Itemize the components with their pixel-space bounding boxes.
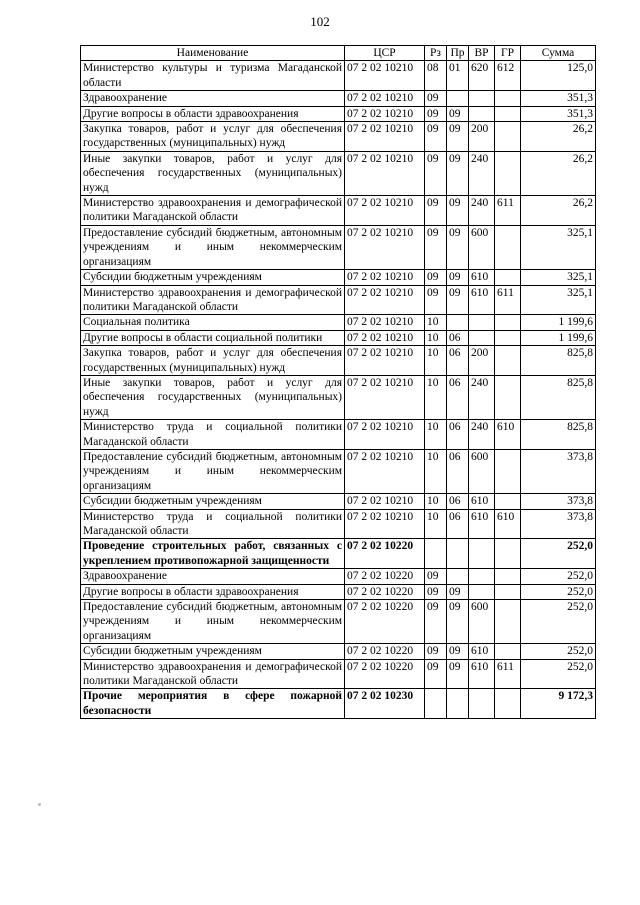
table-cell-gr: 611 [495, 659, 521, 689]
table-cell-pr [447, 315, 469, 330]
table-cell-rz: 09 [425, 225, 447, 269]
table-cell-sum: 373,8 [521, 449, 596, 493]
table-cell-pr: 09 [447, 122, 469, 152]
table-cell-csr: 07 2 02 10210 [345, 270, 425, 285]
table-row [81, 600, 596, 644]
table-cell-vr: 610 [469, 659, 495, 689]
table-cell-rz: 08 [425, 61, 447, 91]
table-cell-rz: 09 [425, 659, 447, 689]
table-cell-gr [495, 91, 521, 106]
table-cell-gr [495, 689, 521, 719]
table-cell-sum: 325,1 [521, 270, 596, 285]
table-cell-gr: 611 [495, 285, 521, 315]
table-row [81, 375, 596, 419]
table-cell-sum: 252,0 [521, 600, 596, 644]
table-cell-csr: 07 2 02 10210 [345, 61, 425, 91]
table-cell-name: Министерство труда и социальной политики Магаданской области [81, 420, 345, 450]
table-cell-sum: 825,8 [521, 375, 596, 419]
table-cell-rz: 09 [425, 196, 447, 226]
table-cell-vr: 600 [469, 600, 495, 644]
table-cell-vr: 610 [469, 285, 495, 315]
table-cell-sum: 325,1 [521, 225, 596, 269]
table-cell-vr [469, 569, 495, 584]
table-row [81, 644, 596, 659]
table-cell-name: Министерство труда и социальной политики Магаданской области [81, 509, 345, 539]
table-cell-name: Закупка товаров, работ и услуг для обеспечения государственных (муниципальных) нужд [81, 122, 345, 152]
table-cell-csr: 07 2 02 10210 [345, 449, 425, 493]
table-cell-sum: 351,3 [521, 106, 596, 121]
table-cell-sum: 252,0 [521, 539, 596, 569]
table-cell-pr: 06 [447, 420, 469, 450]
table-cell-rz: 09 [425, 644, 447, 659]
table-cell-gr [495, 539, 521, 569]
table-cell-rz: 10 [425, 330, 447, 345]
budget-table [80, 45, 596, 719]
table-cell-name: Другие вопросы в области здравоохранения [81, 106, 345, 121]
table-cell-pr: 09 [447, 270, 469, 285]
table-cell-csr: 07 2 02 10230 [345, 689, 425, 719]
table-cell-rz: 09 [425, 569, 447, 584]
table-cell-rz: 10 [425, 315, 447, 330]
table-cell-gr [495, 346, 521, 376]
table-cell-sum: 373,8 [521, 494, 596, 509]
table-cell-csr: 07 2 02 10210 [345, 494, 425, 509]
table-row [81, 196, 596, 226]
table-cell-sum: 325,1 [521, 285, 596, 315]
table-cell-vr: 200 [469, 346, 495, 376]
table-cell-rz: 10 [425, 509, 447, 539]
table-cell-rz: 10 [425, 375, 447, 419]
table-cell-vr: 240 [469, 420, 495, 450]
table-cell-gr [495, 225, 521, 269]
table-row [81, 539, 596, 569]
table-cell-pr: 06 [447, 509, 469, 539]
table-cell-pr [447, 569, 469, 584]
table-cell-rz: 09 [425, 270, 447, 285]
table-cell-sum: 825,8 [521, 346, 596, 376]
table-cell-vr: 200 [469, 122, 495, 152]
header-csr: ЦСР [345, 46, 425, 61]
table-cell-gr: 610 [495, 420, 521, 450]
table-cell-csr: 07 2 02 10210 [345, 346, 425, 376]
table-cell-csr: 07 2 02 10210 [345, 196, 425, 226]
table-cell-csr: 07 2 02 10220 [345, 659, 425, 689]
header-name: Наименование [81, 46, 345, 61]
table-cell-gr [495, 315, 521, 330]
table-cell-sum: 252,0 [521, 569, 596, 584]
table-row [81, 689, 596, 719]
table-cell-gr [495, 600, 521, 644]
table-cell-sum: 26,2 [521, 196, 596, 226]
table-cell-name: Субсидии бюджетным учреждениям [81, 494, 345, 509]
table-cell-name: Министерство здравоохранения и демографической политики Магаданской области [81, 196, 345, 226]
table-body [81, 61, 596, 719]
table-cell-rz: 10 [425, 420, 447, 450]
table-cell-csr: 07 2 02 10210 [345, 375, 425, 419]
table-cell-name: Другие вопросы в области социальной политики [81, 330, 345, 345]
table-cell-pr: 06 [447, 494, 469, 509]
table-cell-vr: 620 [469, 61, 495, 91]
table-cell-pr: 09 [447, 600, 469, 644]
table-cell-gr: 610 [495, 509, 521, 539]
table-cell-gr [495, 122, 521, 152]
table-row [81, 330, 596, 345]
table-cell-name: Здравоохранение [81, 569, 345, 584]
table-cell-sum: 26,2 [521, 151, 596, 195]
table-row [81, 509, 596, 539]
table-cell-gr [495, 106, 521, 121]
table-cell-rz [425, 689, 447, 719]
header-pr: Пр [447, 46, 469, 61]
table-row [81, 659, 596, 689]
table-cell-vr [469, 106, 495, 121]
table-cell-name: Предоставление субсидий бюджетным, автономным учреждениям и иным некоммерческим организациям [81, 600, 345, 644]
table-row [81, 151, 596, 195]
table-cell-csr: 07 2 02 10220 [345, 569, 425, 584]
table-cell-sum: 351,3 [521, 91, 596, 106]
table-cell-pr: 01 [447, 61, 469, 91]
table-cell-sum: 252,0 [521, 644, 596, 659]
table-cell-csr: 07 2 02 10210 [345, 330, 425, 345]
table-row [81, 494, 596, 509]
table-cell-csr: 07 2 02 10220 [345, 644, 425, 659]
table-cell-pr: 09 [447, 659, 469, 689]
table-cell-gr: 611 [495, 196, 521, 226]
table-cell-vr [469, 315, 495, 330]
table-row [81, 449, 596, 493]
table-cell-gr [495, 330, 521, 345]
table-cell-pr: 09 [447, 644, 469, 659]
table-cell-vr: 610 [469, 494, 495, 509]
table-cell-rz: 09 [425, 285, 447, 315]
table-cell-vr [469, 584, 495, 599]
table-cell-sum: 26,2 [521, 122, 596, 152]
table-cell-sum: 1 199,6 [521, 315, 596, 330]
table-cell-pr: 06 [447, 449, 469, 493]
table-cell-csr: 07 2 02 10210 [345, 106, 425, 121]
header-sum: Сумма [521, 46, 596, 61]
table-cell-name: Министерство культуры и туризма Магаданской области [81, 61, 345, 91]
table-cell-vr: 610 [469, 270, 495, 285]
table-row [81, 285, 596, 315]
table-cell-sum: 825,8 [521, 420, 596, 450]
table-row [81, 420, 596, 450]
table-cell-pr: 09 [447, 225, 469, 269]
table-cell-rz: 09 [425, 91, 447, 106]
table-cell-vr [469, 689, 495, 719]
table-cell-gr [495, 449, 521, 493]
table-cell-csr: 07 2 02 10210 [345, 315, 425, 330]
table-cell-name: Предоставление субсидий бюджетным, автономным учреждениям и иным некоммерческим организациям [81, 225, 345, 269]
table-cell-name: Субсидии бюджетным учреждениям [81, 270, 345, 285]
table-row [81, 106, 596, 121]
table-cell-name: Предоставление субсидий бюджетным, автономным учреждениям и иным некоммерческим организациям [81, 449, 345, 493]
table-cell-pr: 09 [447, 285, 469, 315]
table-cell-vr [469, 91, 495, 106]
table-cell-pr: 09 [447, 151, 469, 195]
table-cell-name: Другие вопросы в области здравоохранения [81, 584, 345, 599]
table-cell-gr [495, 569, 521, 584]
table-cell-rz: 09 [425, 600, 447, 644]
table-cell-vr: 610 [469, 509, 495, 539]
table-cell-name: Иные закупки товаров, работ и услуг для обеспечения государственных (муниципальных) нужд [81, 375, 345, 419]
table-cell-vr: 240 [469, 375, 495, 419]
table-row [81, 91, 596, 106]
table-cell-sum: 1 199,6 [521, 330, 596, 345]
table-cell-pr [447, 539, 469, 569]
table-cell-name: Закупка товаров, работ и услуг для обеспечения государственных (муниципальных) нужд [81, 346, 345, 376]
table-cell-pr [447, 91, 469, 106]
table-cell-rz: 10 [425, 346, 447, 376]
table-cell-name: Министерство здравоохранения и демографической политики Магаданской области [81, 659, 345, 689]
table-cell-sum: 252,0 [521, 584, 596, 599]
scan-dot [38, 803, 41, 806]
table-cell-sum: 125,0 [521, 61, 596, 91]
table-cell-pr: 06 [447, 375, 469, 419]
table-row [81, 346, 596, 376]
table-cell-name: Прочие мероприятия в сфере пожарной безопасности [81, 689, 345, 719]
table-cell-pr: 09 [447, 584, 469, 599]
table-cell-vr [469, 539, 495, 569]
table-row [81, 122, 596, 152]
table-cell-pr [447, 689, 469, 719]
table-cell-csr: 07 2 02 10210 [345, 122, 425, 152]
table-cell-gr [495, 270, 521, 285]
table-cell-pr: 06 [447, 346, 469, 376]
table-cell-vr: 610 [469, 644, 495, 659]
table-row [81, 225, 596, 269]
table-cell-gr [495, 151, 521, 195]
table-cell-vr: 240 [469, 151, 495, 195]
table-cell-csr: 07 2 02 10210 [345, 285, 425, 315]
table-cell-pr: 09 [447, 196, 469, 226]
table-cell-csr: 07 2 02 10220 [345, 539, 425, 569]
table-row [81, 315, 596, 330]
table-cell-pr: 06 [447, 330, 469, 345]
table-cell-csr: 07 2 02 10210 [345, 151, 425, 195]
table-cell-name: Социальная политика [81, 315, 345, 330]
table-cell-rz: 09 [425, 122, 447, 152]
table-cell-rz: 09 [425, 584, 447, 599]
table-cell-gr: 612 [495, 61, 521, 91]
table-cell-gr [495, 375, 521, 419]
header-vr: ВР [469, 46, 495, 61]
header-rz: Рз [425, 46, 447, 61]
table-cell-csr: 07 2 02 10210 [345, 91, 425, 106]
table-cell-vr: 600 [469, 225, 495, 269]
table-cell-csr: 07 2 02 10210 [345, 225, 425, 269]
header-gr: ГР [495, 46, 521, 61]
table-row [81, 270, 596, 285]
table-cell-csr: 07 2 02 10210 [345, 509, 425, 539]
table-cell-gr [495, 494, 521, 509]
table-cell-csr: 07 2 02 10210 [345, 420, 425, 450]
table-cell-name: Иные закупки товаров, работ и услуг для обеспечения государственных (муниципальных) нужд [81, 151, 345, 195]
table-cell-name: Субсидии бюджетным учреждениям [81, 644, 345, 659]
table-row [81, 569, 596, 584]
table-cell-rz [425, 539, 447, 569]
table-cell-gr [495, 644, 521, 659]
table-header-row [81, 46, 596, 61]
table-cell-vr: 600 [469, 449, 495, 493]
table-cell-name: Здравоохранение [81, 91, 345, 106]
table-cell-name: Министерство здравоохранения и демографической политики Магаданской области [81, 285, 345, 315]
table-row [81, 584, 596, 599]
table-cell-vr [469, 330, 495, 345]
table-cell-pr: 09 [447, 106, 469, 121]
table-row [81, 61, 596, 91]
table-cell-rz: 09 [425, 106, 447, 121]
table-cell-sum: 373,8 [521, 509, 596, 539]
table-cell-rz: 09 [425, 151, 447, 195]
table-cell-csr: 07 2 02 10220 [345, 584, 425, 599]
table-cell-vr: 240 [469, 196, 495, 226]
table-cell-name: Проведение строительных работ, связанных с укреплением противопожарной защищенности [81, 539, 345, 569]
table-cell-gr [495, 584, 521, 599]
page-number: 102 [310, 14, 330, 29]
table-cell-rz: 10 [425, 449, 447, 493]
table-cell-csr: 07 2 02 10220 [345, 600, 425, 644]
table-cell-sum: 9 172,3 [521, 689, 596, 719]
table-cell-sum: 252,0 [521, 659, 596, 689]
table-cell-rz: 10 [425, 494, 447, 509]
